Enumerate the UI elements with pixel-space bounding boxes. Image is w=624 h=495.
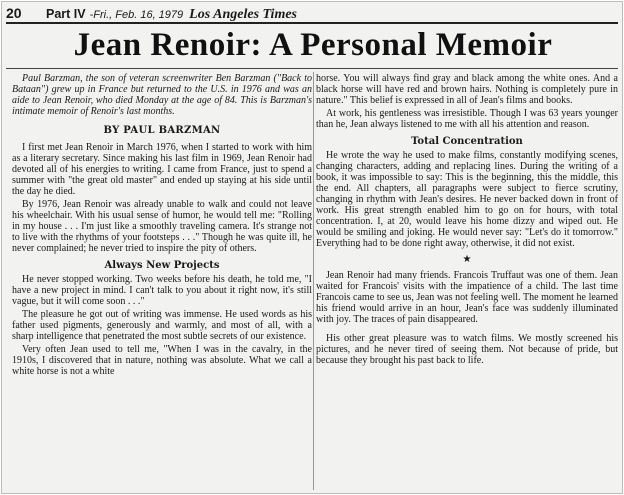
subhead-always-new-projects: Always New Projects bbox=[104, 260, 220, 271]
section-part: Part IV bbox=[46, 7, 86, 21]
page-number: 20 bbox=[6, 5, 22, 21]
newspaper-clipping bbox=[1, 1, 623, 494]
paragraph: I first met Jean Renoir in March 1976, when I started to work with him as a literary secretary. Since making his last film in 1969, Jean Renoir had devoted all of his energies to writing. I came from France, just to spend a summer with "the great old master" and ended up staying at his side until the day he died. bbox=[12, 142, 312, 197]
intro-note: Paul Barzman, the son of veteran screenwriter Ben Barzman ("Back to Bataan") grew up in France but returned to the U.S. in 1976 and was an aide to Jean Renoir, who died Monday at the age of 84. This is Barzman's intimate memoir of Renoir's last months. bbox=[12, 73, 312, 117]
subhead-total-concentration: Total Concentration bbox=[411, 136, 523, 147]
dateline: -Fri., Feb. 16, 1979 bbox=[89, 9, 184, 21]
article-column-right bbox=[316, 70, 618, 492]
paragraph-continued: horse. You will always find gray and black among the white ones. And a black horse will have red and brown hairs. Nothing is completely pure in nature." This belief is expressed in all of Jean's films and books. bbox=[316, 73, 618, 106]
masthead bbox=[6, 5, 616, 21]
byline: BY PAUL BARZMAN bbox=[103, 125, 221, 136]
paragraph: He wrote the way he used to make films, constantly modifying scenes, changing characters, adding and replacing lines. During the writing of a book, it was impossible to say: This is the beginning, this the middle, this the end. All chapters, all paragraphs were subject to fierce scrutiny, changing in rhythm with Jean's desires. He never backed down in front of work. His great strength enabled him to go on for hours, with total concentration. I, at 20, would leave his home dizzy and wiped out. He would be smiling and joking. He would never say: "Let's do it tomorrow." Everything had to be done right away, otherwise, it did not exist. bbox=[316, 150, 618, 249]
paragraph: Jean Renoir had many friends. Francois Truffaut was one of them. Jean waited for Francois' visits with the impatience of a child. The last time Francois came to see us, Jean was not feeling well. The moment he learned his friend would arrive in an hour, Jean's face was suddenly illuminated with joy. The traces of pain disappeared. bbox=[316, 270, 618, 325]
headline: Jean Renoir: A Personal Memoir bbox=[73, 27, 553, 63]
headline-rule bbox=[6, 68, 618, 69]
paragraph: By 1976, Jean Renoir was already unable to walk and could not leave his wheelchair. With his usual sense of humor, he would tell me: "Rolling in my house . . . I'm just like a smoothly traveling camera. It's strange not to live with the rhythms of your footsteps . . ." Though he was quite ill, he never complained; he never tried to inspire the pity of others. bbox=[12, 199, 312, 254]
paragraph: Very often Jean used to tell me, "When I was in the cavalry, in the 1910s, I discovered that in nature, nothing was absolute. What we call a white horse is not a white bbox=[12, 344, 312, 377]
paragraph: His other great pleasure was to watch films. We mostly screened his pictures, and he never tired of seeing them. Not because of pride, but because they brought his past back to life. bbox=[316, 333, 618, 366]
column-divider bbox=[313, 72, 314, 490]
star-separator: ★ bbox=[462, 254, 472, 265]
paragraph: The pleasure he got out of writing was immense. He used words as his father used pigments, generously and warmly, and most of all, with a sharp intelligence that penetrated the most subtle secrets of our existence. bbox=[12, 309, 312, 342]
paragraph: At work, his gentleness was irresistible. Though I was 63 years younger than he, Jean always listened to me with all his attention and reason. bbox=[316, 108, 618, 130]
paragraph: He never stopped working. Two weeks before his death, he told me, "I have a new project in mind. I can't talk to you about it right now, it's still vague, but it will come soon . . ." bbox=[12, 274, 312, 307]
article-column-left bbox=[12, 70, 312, 492]
masthead-rule bbox=[6, 22, 618, 24]
newspaper-name: Los Angeles Times bbox=[189, 7, 297, 22]
